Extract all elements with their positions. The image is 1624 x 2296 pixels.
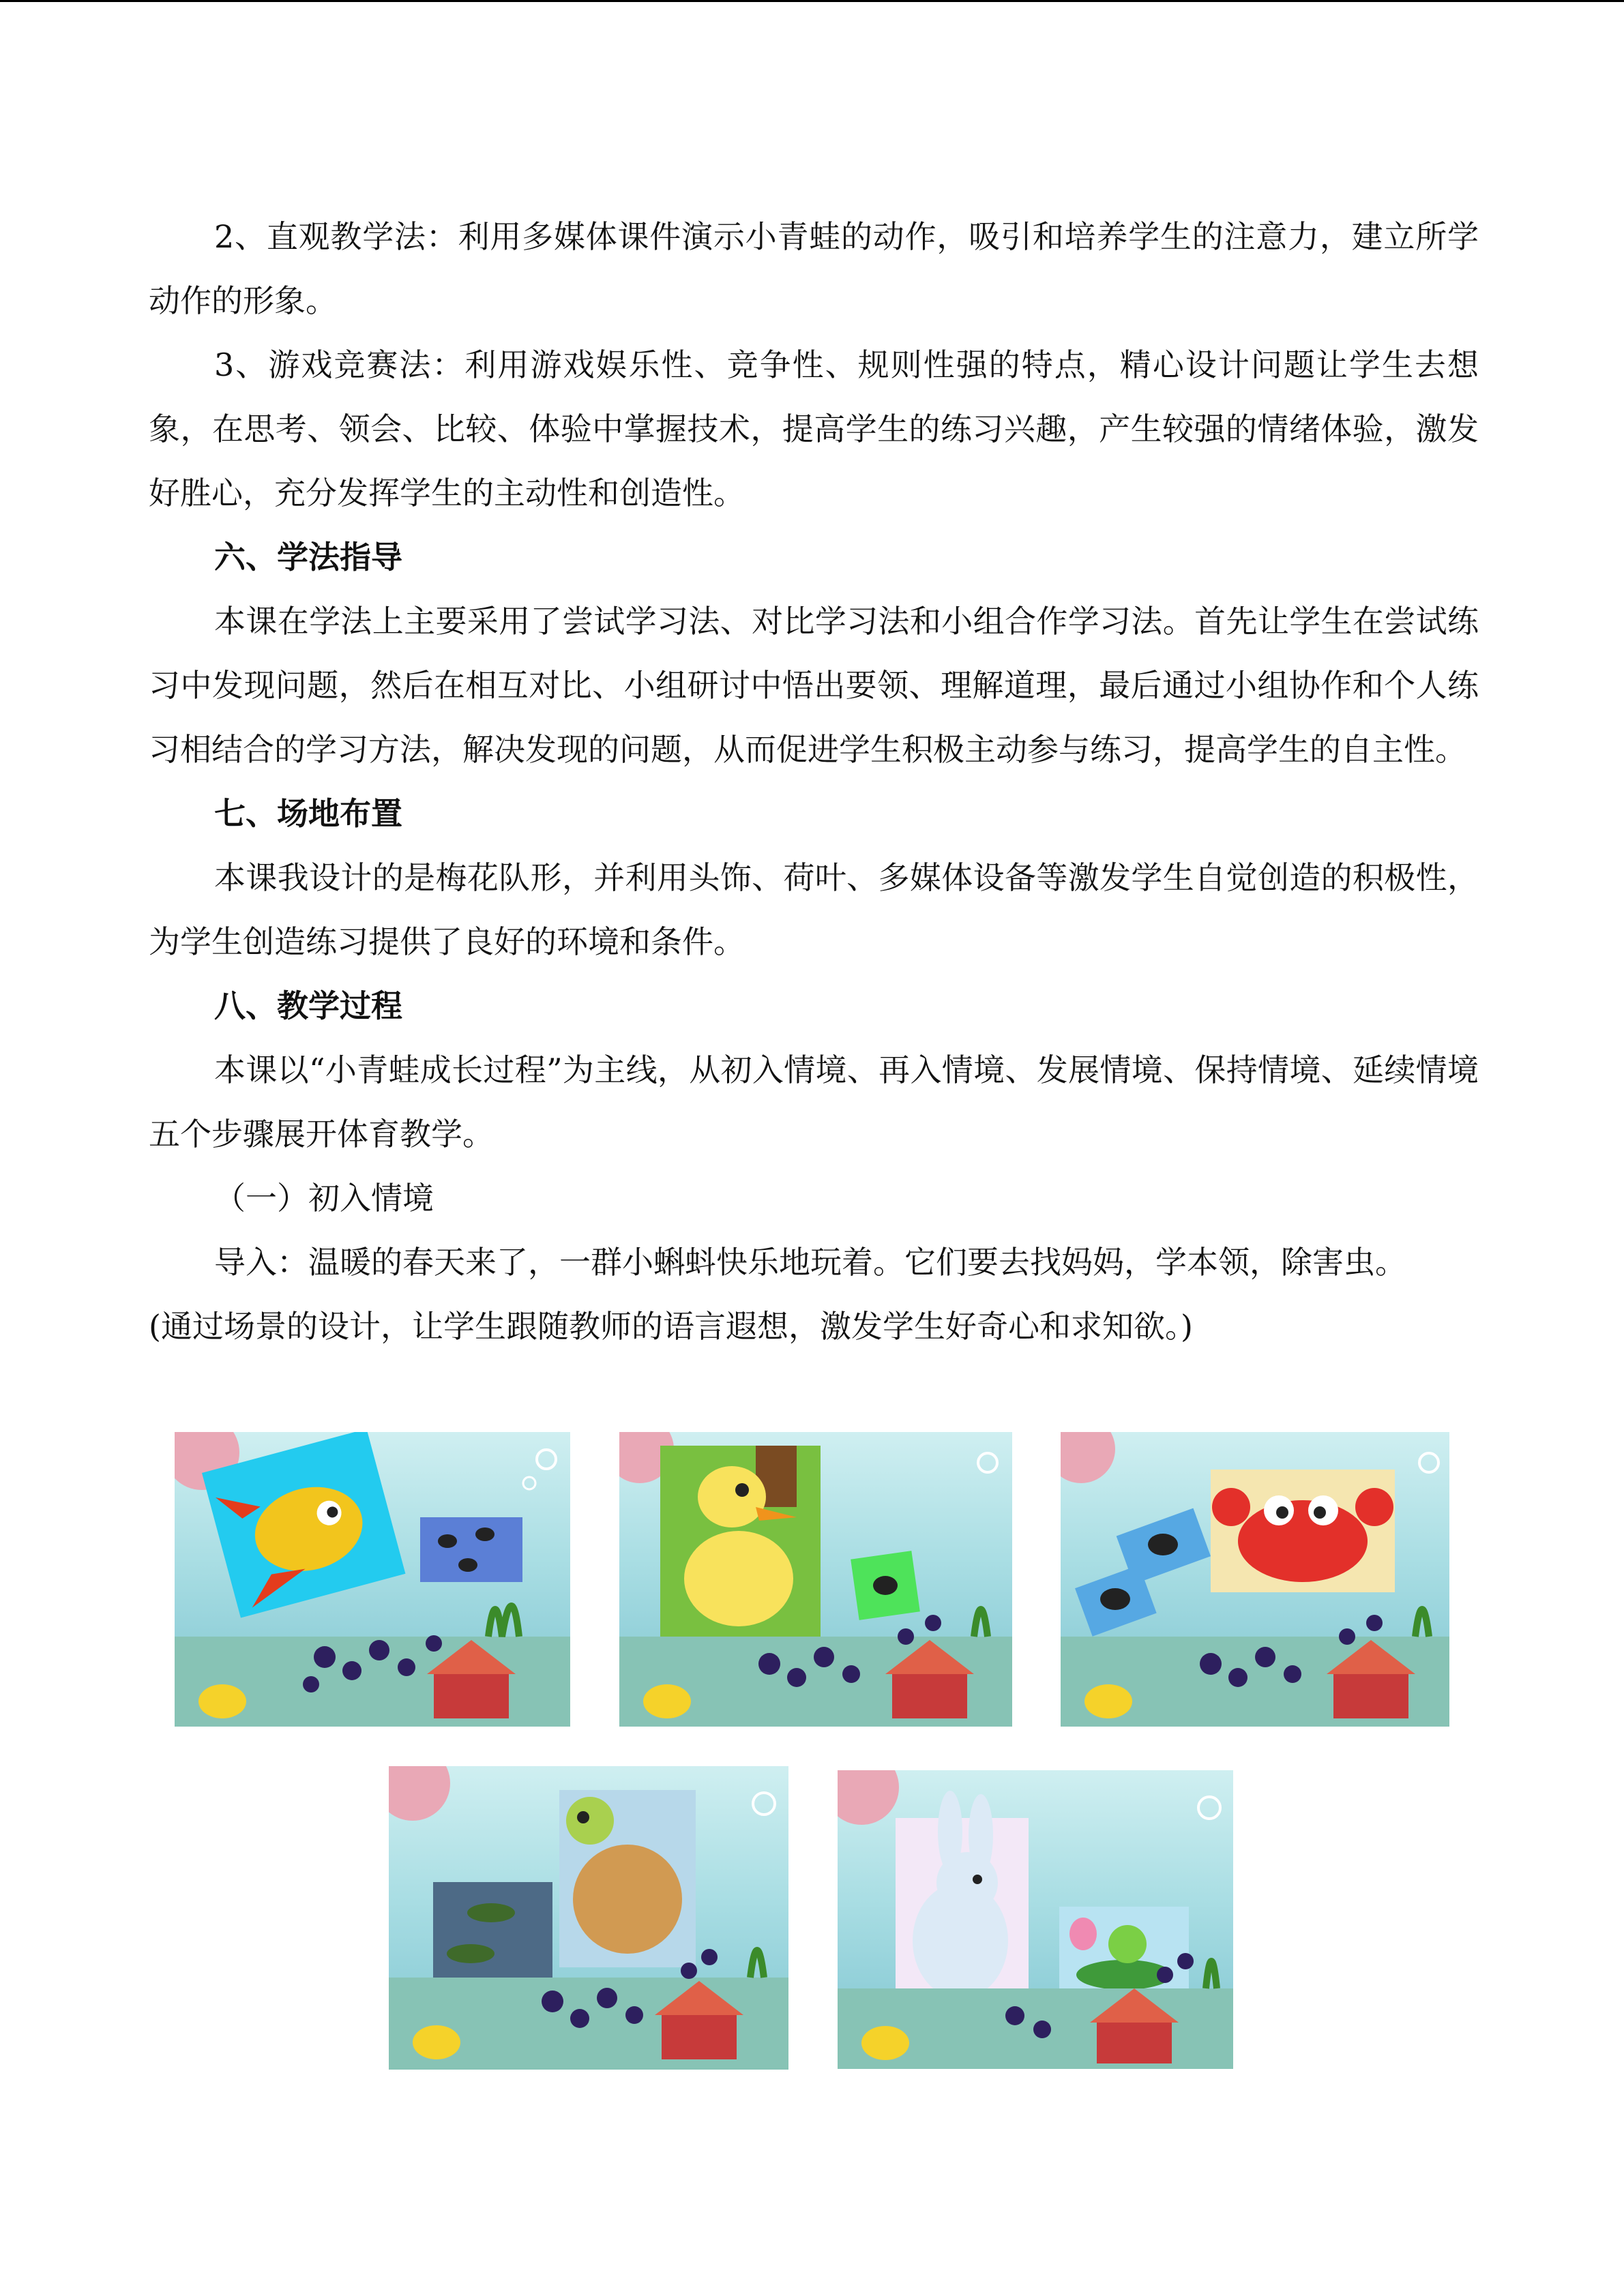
subheading-initial-scenario: （一）初入情境 xyxy=(214,1180,434,1217)
paragraph-venue-layout: 本课我设计的是梅花队形，并利用头饰、荷叶、多媒体设备等激发学生自觉创造的积极性，为学生创造练习提供了良好的环境和条件。 xyxy=(149,859,1479,960)
paragraph-teaching-process: 本课以“小青蛙成长过程”为主线，从初入情境、再入情境、发展情境、保持情境、延续情境五个步骤展开体育教学。 xyxy=(149,1052,1479,1152)
slide-rabbit-frog xyxy=(838,1770,1233,2069)
paragraph-intuitive-teaching: 2、直观教学法：利用多媒体课件演示小青蛙的动作，吸引和培养学生的注意力，建立所学动作的形象。 xyxy=(149,218,1479,319)
slide-goldfish-tadpoles xyxy=(175,1432,570,1727)
slide-duck-tadpole xyxy=(619,1432,1012,1727)
paragraph-scene-design-note: (通过场景的设计，让学生跟随教师的语言遐想，激发学生好奇心和求知欲。) xyxy=(149,1308,1193,1345)
paragraph-learning-methods: 本课在学法上主要采用了尝试学习法、对比学习法和小组合作学习法。首先让学生在尝试练习中发现问题，然后在相互对比、小组研讨中悟出要领、理解道理，最后通过小组协作和个人练习相结合的学习方法，解决发现的问题，从而促进学生积极主动参与练习，提高学生的自主性。 xyxy=(149,603,1479,768)
heading-learning-guidance: 六、学法指导 xyxy=(214,539,402,576)
heading-teaching-process: 八、教学过程 xyxy=(214,987,402,1024)
paragraph-introduction: 导入：温暖的春天来了，一群小蝌蚪快乐地玩着。它们要去找妈妈，学本领，除害虫。 xyxy=(214,1244,1406,1281)
heading-venue-layout: 七、场地布置 xyxy=(214,795,402,832)
page-top-rule xyxy=(0,0,1624,2)
paragraph-game-competition: 3、游戏竞赛法：利用游戏娱乐性、竞争性、规则性强的特点，精心设计问题让学生去想象，在思考、领会、比较、体验中掌握技术，提高学生的练习兴趣，产生较强的情绪体验，激发好胜心，充分发挥学生的主动性和创造性。 xyxy=(149,346,1479,511)
slide-crab-tadpoles xyxy=(1061,1432,1449,1727)
slide-turtle-frogs xyxy=(389,1766,788,2070)
document-body xyxy=(149,205,1479,1358)
